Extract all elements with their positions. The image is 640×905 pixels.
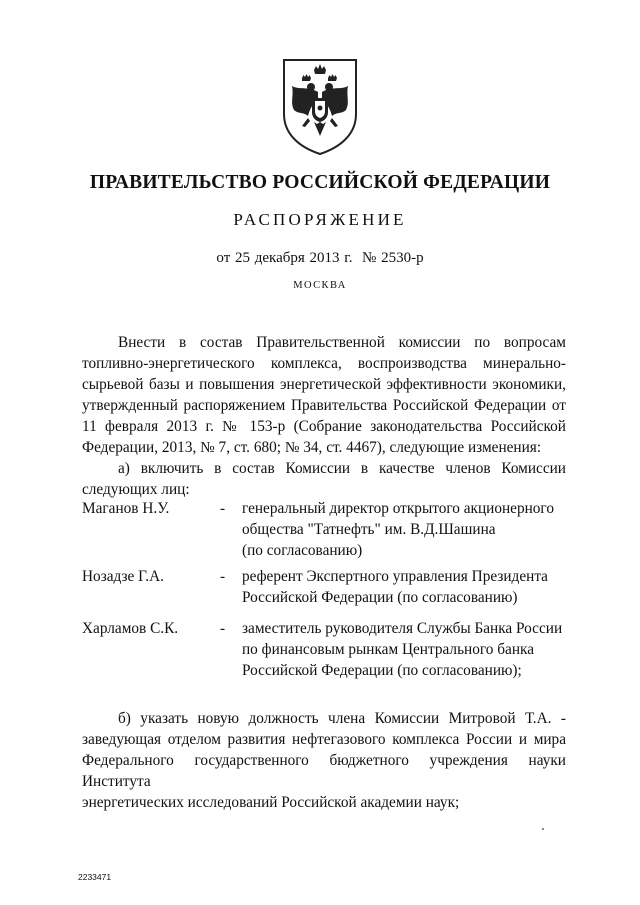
item-a-line: а) включить в состав Комиссии в качестве членов Комиссии: [118, 460, 566, 477]
description-line: генеральный директор открытого акционерного: [242, 500, 554, 517]
document-type: РАСПОРЯЖЕНИЕ: [233, 210, 407, 229]
document-city: МОСКВА: [293, 280, 347, 291]
item-b-paragraph: [82, 708, 566, 813]
member-name: Нозадзе Г.А.: [82, 568, 164, 585]
intro-line: сырьевой базы и повышения энергетической эффективности экономики,: [82, 376, 566, 393]
russian-coat-of-arms-icon: [278, 56, 362, 156]
intro-line: 11 февраля 2013 г. № 153-р (Собрание законодательства Российской: [82, 418, 566, 435]
intro-line: Федерации, 2013, № 7, ст. 680; № 34, ст. 4467), следующие изменения:: [82, 439, 542, 456]
scan-mark: [542, 828, 544, 830]
government-title: ПРАВИТЕЛЬСТВО РОССИЙСКОЙ ФЕДЕРАЦИИ: [89, 172, 551, 193]
member-name: Маганов Н.У.: [82, 500, 170, 517]
item-b-line: заведующая отделом развития нефтегазового комплекса России и мира: [82, 731, 566, 748]
member-description: [242, 498, 572, 561]
description-line: Российской Федерации (по согласованию);: [242, 662, 522, 679]
member-dash: -: [220, 620, 226, 637]
member-name: Харламов С.К.: [82, 620, 179, 637]
intro-line: утвержденный распоряжением Правительства Российской Федерации от: [82, 397, 566, 414]
description-line: референт Экспертного управления Президента: [242, 568, 548, 585]
description-line: общества "Татнефть" им. В.Д.Шашина: [242, 521, 496, 538]
document-date-number: от 25 декабря 2013 г. № 2530-р: [216, 250, 424, 266]
footer-number: 2233471: [78, 872, 112, 882]
item-b-line: б) указать новую должность члена Комиссии Митровой Т.А. -: [118, 710, 566, 727]
intro-paragraph: [82, 332, 566, 458]
member-description: [242, 618, 572, 681]
intro-line: топливно-энергетического комплекса, воспроизводства минерально-: [82, 355, 566, 372]
description-line: Российской Федерации (по согласованию): [242, 589, 518, 606]
item-a-paragraph: [82, 458, 566, 500]
item-b-line: Федерального государственного бюджетного учреждения науки Института: [82, 752, 566, 790]
member-dash: -: [220, 568, 226, 585]
member-description: [242, 566, 572, 608]
intro-line: Внести в состав Правительственной комиссии по вопросам: [118, 334, 566, 351]
item-a-line: следующих лиц:: [82, 481, 190, 498]
description-line: (по согласованию): [242, 542, 363, 559]
description-line: заместитель руководителя Службы Банка России: [242, 620, 563, 637]
member-dash: -: [220, 500, 226, 517]
description-line: по финансовым рынкам Центрального банка: [242, 641, 534, 658]
item-b-line: энергетических исследований Российской академии наук;: [82, 794, 460, 811]
